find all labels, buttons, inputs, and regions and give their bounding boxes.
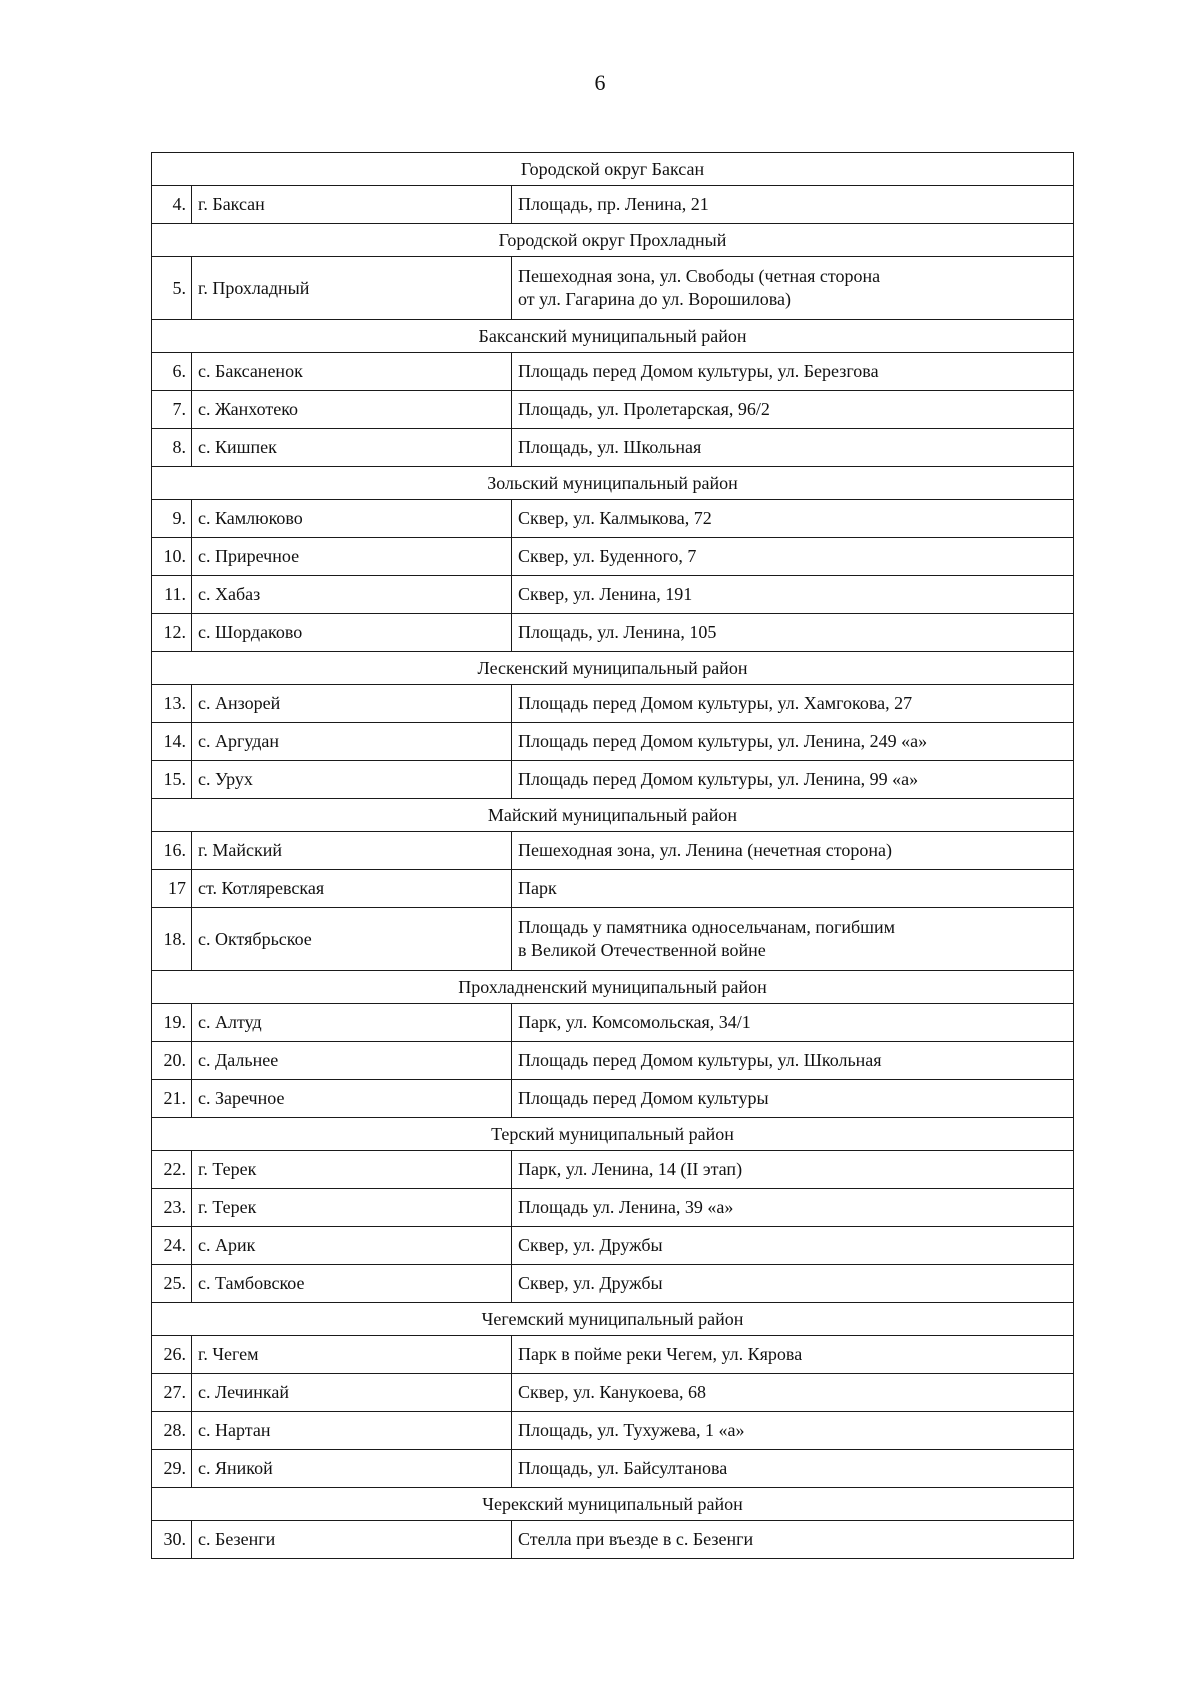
section-title: Зольский муниципальный район — [152, 467, 1074, 500]
location-address: Площадь, пр. Ленина, 21 — [512, 186, 1074, 224]
settlement-name: г. Майский — [192, 832, 512, 870]
section-header-row — [152, 1488, 1074, 1521]
section-header-row — [152, 320, 1074, 353]
location-address: Площадь, ул. Ленина, 105 — [512, 614, 1074, 652]
table-row — [152, 832, 1074, 870]
settlement-name: с. Шордаково — [192, 614, 512, 652]
table-row — [152, 257, 1074, 320]
settlement-name: с. Приречное — [192, 538, 512, 576]
location-address: Площадь, ул. Пролетарская, 96/2 — [512, 391, 1074, 429]
settlement-name: с. Октябрьское — [192, 908, 512, 971]
row-number: 15. — [152, 761, 192, 799]
table-row — [152, 761, 1074, 799]
location-address: Площадь, ул. Тухужева, 1 «а» — [512, 1412, 1074, 1450]
row-number: 23. — [152, 1189, 192, 1227]
settlement-name: ст. Котляревская — [192, 870, 512, 908]
row-number: 28. — [152, 1412, 192, 1450]
settlement-name: с. Аргудан — [192, 723, 512, 761]
location-address: Сквер, ул. Буденного, 7 — [512, 538, 1074, 576]
settlement-name: г. Терек — [192, 1151, 512, 1189]
table-row — [152, 1412, 1074, 1450]
table-row — [152, 1450, 1074, 1488]
location-address: Площадь, ул. Школьная — [512, 429, 1074, 467]
section-header-row — [152, 799, 1074, 832]
settlement-name: с. Дальнее — [192, 1042, 512, 1080]
row-number: 6. — [152, 353, 192, 391]
table-row — [152, 685, 1074, 723]
location-address: Пешеходная зона, ул. Свободы (четная сторона от ул. Гагарина до ул. Ворошилова) — [512, 257, 1074, 320]
table-row — [152, 1189, 1074, 1227]
row-number: 19. — [152, 1004, 192, 1042]
table-row — [152, 1151, 1074, 1189]
row-number: 24. — [152, 1227, 192, 1265]
section-title: Прохладненский муниципальный район — [152, 971, 1074, 1004]
section-header-row — [152, 467, 1074, 500]
location-address: Сквер, ул. Дружбы — [512, 1227, 1074, 1265]
settlement-name: г. Чегем — [192, 1336, 512, 1374]
location-address: Парк, ул. Ленина, 14 (II этап) — [512, 1151, 1074, 1189]
settlement-name: с. Безенги — [192, 1521, 512, 1559]
table-row — [152, 391, 1074, 429]
section-title: Городской округ Баксан — [152, 153, 1074, 186]
location-address: Сквер, ул. Дружбы — [512, 1265, 1074, 1303]
section-title: Баксанский муниципальный район — [152, 320, 1074, 353]
table-row — [152, 353, 1074, 391]
section-header-row — [152, 652, 1074, 685]
location-address: Площадь у памятника односельчанам, погибшим в Великой Отечественной войне — [512, 908, 1074, 971]
settlement-name: с. Заречное — [192, 1080, 512, 1118]
location-address: Пешеходная зона, ул. Ленина (нечетная сторона) — [512, 832, 1074, 870]
row-number: 16. — [152, 832, 192, 870]
settlement-name: с. Нартан — [192, 1412, 512, 1450]
table-row — [152, 1004, 1074, 1042]
section-header-row — [152, 1118, 1074, 1151]
row-number: 18. — [152, 908, 192, 971]
section-title: Терский муниципальный район — [152, 1118, 1074, 1151]
table-row — [152, 186, 1074, 224]
row-number: 12. — [152, 614, 192, 652]
section-title: Майский муниципальный район — [152, 799, 1074, 832]
settlement-name: с. Кишпек — [192, 429, 512, 467]
location-address: Площадь перед Домом культуры, ул. Хамгокова, 27 — [512, 685, 1074, 723]
settlement-name: с. Урух — [192, 761, 512, 799]
section-title: Лескенский муниципальный район — [152, 652, 1074, 685]
locations-table-body — [152, 153, 1074, 1559]
location-address: Сквер, ул. Калмыкова, 72 — [512, 500, 1074, 538]
table-row — [152, 500, 1074, 538]
row-number: 13. — [152, 685, 192, 723]
location-address: Площадь, ул. Байсултанова — [512, 1450, 1074, 1488]
table-row — [152, 870, 1074, 908]
table-row — [152, 429, 1074, 467]
table-row — [152, 576, 1074, 614]
row-number: 30. — [152, 1521, 192, 1559]
row-number: 21. — [152, 1080, 192, 1118]
settlement-name: с. Арик — [192, 1227, 512, 1265]
row-number: 26. — [152, 1336, 192, 1374]
table-row — [152, 1227, 1074, 1265]
table-row — [152, 1080, 1074, 1118]
location-address: Сквер, ул. Канукоева, 68 — [512, 1374, 1074, 1412]
section-header-row — [152, 971, 1074, 1004]
location-address: Парк — [512, 870, 1074, 908]
location-address: Площадь перед Домом культуры, ул. Березгова — [512, 353, 1074, 391]
settlement-name: с. Камлюково — [192, 500, 512, 538]
section-title: Городской округ Прохладный — [152, 224, 1074, 257]
location-address: Площадь перед Домом культуры, ул. Ленина, 99 «а» — [512, 761, 1074, 799]
row-number: 25. — [152, 1265, 192, 1303]
table-row — [152, 1374, 1074, 1412]
location-address: Площадь перед Домом культуры, ул. Ленина, 249 «а» — [512, 723, 1074, 761]
location-address: Сквер, ул. Ленина, 191 — [512, 576, 1074, 614]
row-number: 11. — [152, 576, 192, 614]
row-number: 7. — [152, 391, 192, 429]
page-number: 6 — [594, 70, 606, 95]
row-number: 17 — [152, 870, 192, 908]
locations-table — [151, 152, 1074, 1559]
location-address: Площадь перед Домом культуры, ул. Школьная — [512, 1042, 1074, 1080]
section-title: Чегемский муниципальный район — [152, 1303, 1074, 1336]
section-header-row — [152, 1303, 1074, 1336]
row-number: 8. — [152, 429, 192, 467]
section-header-row — [152, 153, 1074, 186]
settlement-name: с. Жанхотеко — [192, 391, 512, 429]
row-number: 10. — [152, 538, 192, 576]
row-number: 9. — [152, 500, 192, 538]
location-address: Парк, ул. Комсомольская, 34/1 — [512, 1004, 1074, 1042]
location-address: Стелла при въезде в с. Безенги — [512, 1521, 1074, 1559]
table-row — [152, 1336, 1074, 1374]
row-number: 29. — [152, 1450, 192, 1488]
table-row — [152, 538, 1074, 576]
settlement-name: с. Яникой — [192, 1450, 512, 1488]
row-number: 5. — [152, 257, 192, 320]
table-row — [152, 1521, 1074, 1559]
row-number: 14. — [152, 723, 192, 761]
table-row — [152, 1042, 1074, 1080]
settlement-name: с. Анзорей — [192, 685, 512, 723]
table-row — [152, 908, 1074, 971]
location-address: Площадь ул. Ленина, 39 «а» — [512, 1189, 1074, 1227]
settlement-name: с. Баксаненок — [192, 353, 512, 391]
row-number: 27. — [152, 1374, 192, 1412]
settlement-name: г. Терек — [192, 1189, 512, 1227]
location-address: Площадь перед Домом культуры — [512, 1080, 1074, 1118]
row-number: 4. — [152, 186, 192, 224]
section-header-row — [152, 224, 1074, 257]
settlement-name: с. Алтуд — [192, 1004, 512, 1042]
section-title: Черекский муниципальный район — [152, 1488, 1074, 1521]
settlement-name: г. Баксан — [192, 186, 512, 224]
row-number: 20. — [152, 1042, 192, 1080]
table-row — [152, 614, 1074, 652]
settlement-name: с. Хабаз — [192, 576, 512, 614]
settlement-name: г. Прохладный — [192, 257, 512, 320]
row-number: 22. — [152, 1151, 192, 1189]
table-row — [152, 1265, 1074, 1303]
location-address: Парк в пойме реки Чегем, ул. Кярова — [512, 1336, 1074, 1374]
table-row — [152, 723, 1074, 761]
settlement-name: с. Лечинкай — [192, 1374, 512, 1412]
settlement-name: с. Тамбовское — [192, 1265, 512, 1303]
